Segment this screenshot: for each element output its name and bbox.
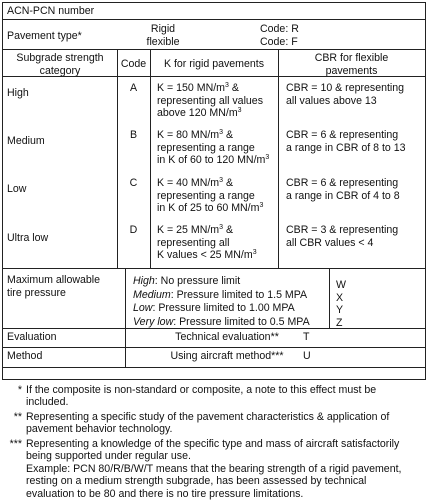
table-title: ACN-PCN number [7, 5, 95, 17]
subgrade-code-d: D [129, 224, 138, 236]
tire-pressure-low: Low: Pressure limited to 1.00 MPA [133, 302, 295, 315]
subgrade-code-c: C [129, 177, 138, 189]
tire-pressure-levels [133, 275, 310, 330]
acn-pcn-table [2, 2, 426, 380]
k-rigid-low: K = 40 $MN/m^3$ & representing a range in K of 25 to 60 $MN/m^3$ [157, 177, 264, 214]
subgrade-category-medium: Medium [7, 135, 45, 147]
header-cbr-flexible: CBR for flexible pavements [314, 52, 389, 77]
divider [3, 268, 425, 269]
divider [3, 76, 425, 77]
column-divider [278, 49, 279, 268]
evaluation-label: Evaluation [7, 331, 57, 343]
header-code: Code [120, 58, 147, 70]
tire-pressure-very-low: Very low: Pressure limited to 0.5 MPA [133, 316, 310, 329]
column-divider [150, 49, 151, 268]
cbr-flexible-low: CBR = 6 & representing a range in CBR of 4 to 8 [286, 177, 400, 202]
subgrade-code-b: B [129, 129, 138, 141]
divider [3, 367, 425, 368]
pavement-code-f: Code: F [260, 35, 298, 48]
method-label: Method [7, 350, 43, 362]
pavement-code-r: Code: R [260, 23, 299, 35]
method-text: Using aircraft method*** [170, 350, 284, 362]
subgrade-category-ultra-low: Ultra low [7, 232, 49, 244]
divider [3, 328, 425, 329]
cbr-flexible-ultra-low: CBR = 3 & representing all CBR values < 4 [286, 224, 399, 249]
subgrade-category-high: High [7, 87, 29, 99]
divider [3, 49, 425, 50]
pavement-type-flexible: flexible [146, 35, 180, 48]
k-rigid-high: K = 150 $MN/m^3$ & representing all values above 120 $MN/m^3$ [157, 82, 263, 119]
divider [3, 19, 425, 20]
pavement-type-rigid: Rigid [150, 23, 176, 35]
tire-pressure-high: High: No pressure limit [133, 275, 241, 287]
tire-pressure-codes: W X Y Z [336, 279, 346, 330]
pavement-types [113, 23, 213, 48]
evaluation-method: Technical evaluation** [175, 331, 279, 343]
subgrade-category-low: Low [7, 183, 27, 195]
tire-pressure-medium: Medium: Pressure limited to 1.5 MPA [133, 288, 308, 301]
subgrade-code-a: A [129, 82, 138, 94]
pavement-type-label: Pavement type* [7, 30, 82, 42]
k-rigid-ultra-low: K = 25 $MN/m^3$ & representing all K values < 25 $MN/m^3$ [157, 224, 257, 261]
k-rigid-medium: K = 80 $MN/m^3$ & representing a range in K of 60 to 120 $MN/m^3$ [157, 129, 270, 166]
column-divider [329, 268, 330, 328]
evaluation-code: T [303, 331, 310, 343]
cbr-flexible-high: CBR = 10 & representing all values above 13 [286, 82, 405, 107]
tire-pressure-label: Maximum allowable tire pressure [7, 274, 101, 299]
method-code: U [303, 350, 311, 362]
pavement-codes [260, 23, 299, 48]
cbr-flexible-medium: CBR = 6 & representing a range in CBR of 8 to 13 [286, 129, 406, 154]
header-k-rigid: K for rigid pavements [163, 58, 265, 70]
divider [3, 347, 425, 348]
header-subgrade-category: Subgrade strength category [16, 52, 104, 77]
